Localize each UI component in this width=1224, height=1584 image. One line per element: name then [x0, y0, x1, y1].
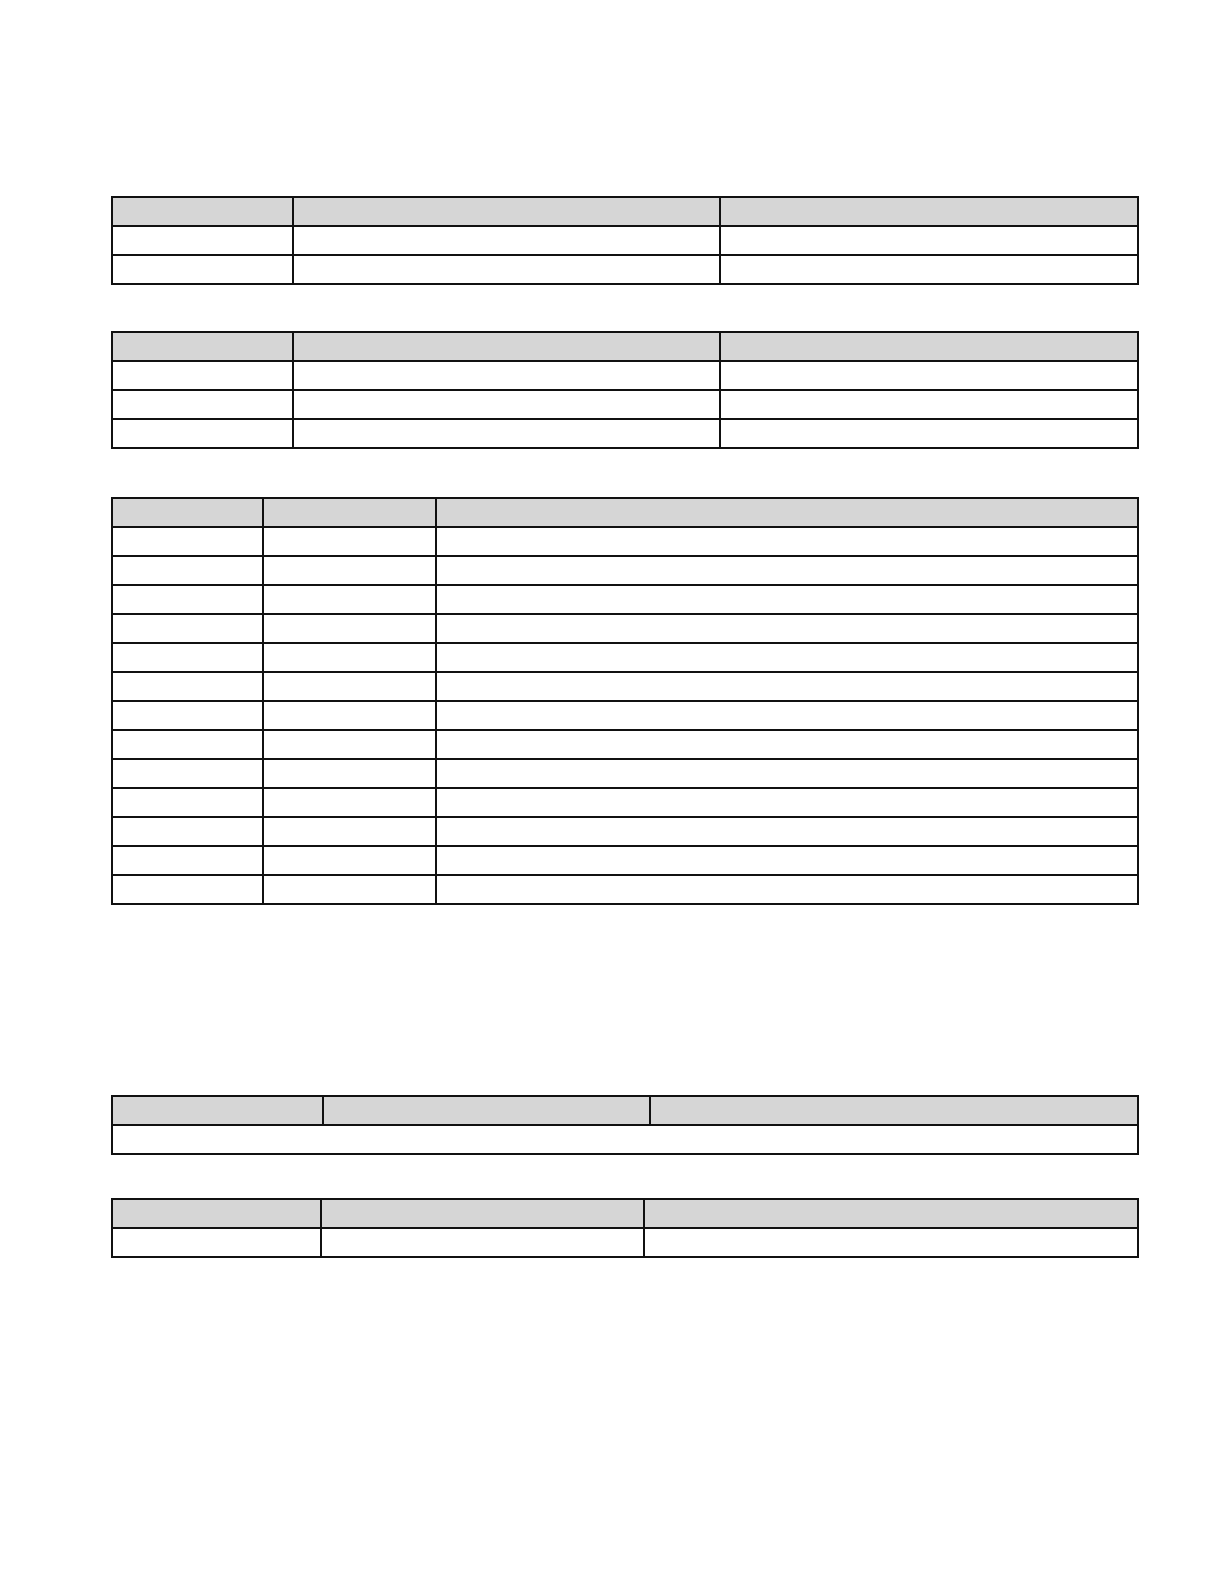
table-row [112, 643, 1138, 672]
table-cell [112, 817, 263, 846]
table-cell [720, 361, 1138, 390]
table-header-cell [293, 332, 720, 361]
table-cell [720, 255, 1138, 284]
table-cell [112, 361, 293, 390]
table-cell [293, 255, 720, 284]
table-cell [436, 614, 1138, 643]
table-cell [293, 361, 720, 390]
table-row [112, 390, 1138, 419]
table-header-cell [293, 197, 720, 226]
table-row [112, 556, 1138, 585]
table-cell [263, 585, 436, 614]
table-row [112, 585, 1138, 614]
table-row [112, 255, 1138, 284]
table-header-row [112, 332, 1138, 361]
table-cell [263, 556, 436, 585]
table-cell [112, 419, 293, 448]
table-header-cell [321, 1199, 644, 1228]
table-cell [436, 730, 1138, 759]
table-header-cell [112, 498, 263, 527]
table-cell [112, 585, 263, 614]
table-cell [720, 226, 1138, 255]
table-2 [111, 331, 1139, 449]
table-cell [436, 701, 1138, 730]
table-cell [112, 1228, 321, 1257]
table-cell [436, 759, 1138, 788]
table-cell [112, 672, 263, 701]
table-header-cell [436, 498, 1138, 527]
table-5-body [112, 1199, 1138, 1257]
table-header-cell [263, 498, 436, 527]
table-cell [112, 255, 293, 284]
table-cell [112, 556, 263, 585]
table-cell [112, 614, 263, 643]
table-header-cell [650, 1096, 1138, 1125]
table-4 [111, 1095, 1139, 1155]
table-cell [112, 390, 293, 419]
table-cell [436, 556, 1138, 585]
table-cell [112, 875, 263, 904]
table-row [112, 527, 1138, 556]
table-cell [112, 730, 263, 759]
table-1-body [112, 197, 1138, 284]
table-cell [112, 788, 263, 817]
table-2-body [112, 332, 1138, 448]
table-cell [263, 643, 436, 672]
table-cell [112, 1125, 1138, 1154]
table-cell [436, 875, 1138, 904]
table-cell [321, 1228, 644, 1257]
table-row [112, 759, 1138, 788]
table-3-body [112, 498, 1138, 904]
table-row [112, 730, 1138, 759]
table-cell [263, 672, 436, 701]
table-cell [263, 788, 436, 817]
table-row [112, 419, 1138, 448]
table-4-body [112, 1096, 1138, 1154]
table-row [112, 875, 1138, 904]
table-row [112, 614, 1138, 643]
table-cell [436, 846, 1138, 875]
table-row [112, 846, 1138, 875]
table-row [112, 817, 1138, 846]
table-header-cell [644, 1199, 1138, 1228]
table-header-row [112, 1096, 1138, 1125]
table-cell [263, 846, 436, 875]
table-cell [644, 1228, 1138, 1257]
table-cell [436, 788, 1138, 817]
table-header-cell [720, 197, 1138, 226]
table-row [112, 361, 1138, 390]
table-cell [263, 730, 436, 759]
table-row [112, 1228, 1138, 1257]
table-row [112, 1125, 1138, 1154]
table-cell [263, 759, 436, 788]
table-cell [112, 846, 263, 875]
table-cell [112, 701, 263, 730]
table-header-cell [720, 332, 1138, 361]
table-cell [436, 643, 1138, 672]
table-5 [111, 1198, 1139, 1258]
table-cell [436, 527, 1138, 556]
table-cell [112, 643, 263, 672]
table-cell [293, 419, 720, 448]
table-header-cell [112, 197, 293, 226]
table-cell [263, 701, 436, 730]
table-header-row [112, 197, 1138, 226]
table-cell [263, 527, 436, 556]
table-header-cell [112, 332, 293, 361]
table-cell [436, 672, 1138, 701]
table-cell [263, 817, 436, 846]
table-cell [720, 390, 1138, 419]
table-header-row [112, 1199, 1138, 1228]
table-row [112, 672, 1138, 701]
table-cell [293, 390, 720, 419]
table-header-cell [112, 1096, 323, 1125]
table-row [112, 788, 1138, 817]
table-cell [720, 419, 1138, 448]
table-header-row [112, 498, 1138, 527]
table-cell [293, 226, 720, 255]
table-cell [112, 527, 263, 556]
table-cell [112, 226, 293, 255]
table-1 [111, 196, 1139, 285]
table-cell [263, 614, 436, 643]
table-3 [111, 497, 1139, 905]
table-cell [436, 585, 1138, 614]
table-row [112, 701, 1138, 730]
table-cell [263, 875, 436, 904]
table-header-cell [112, 1199, 321, 1228]
table-cell [112, 759, 263, 788]
table-header-cell [323, 1096, 650, 1125]
table-row [112, 226, 1138, 255]
table-cell [436, 817, 1138, 846]
